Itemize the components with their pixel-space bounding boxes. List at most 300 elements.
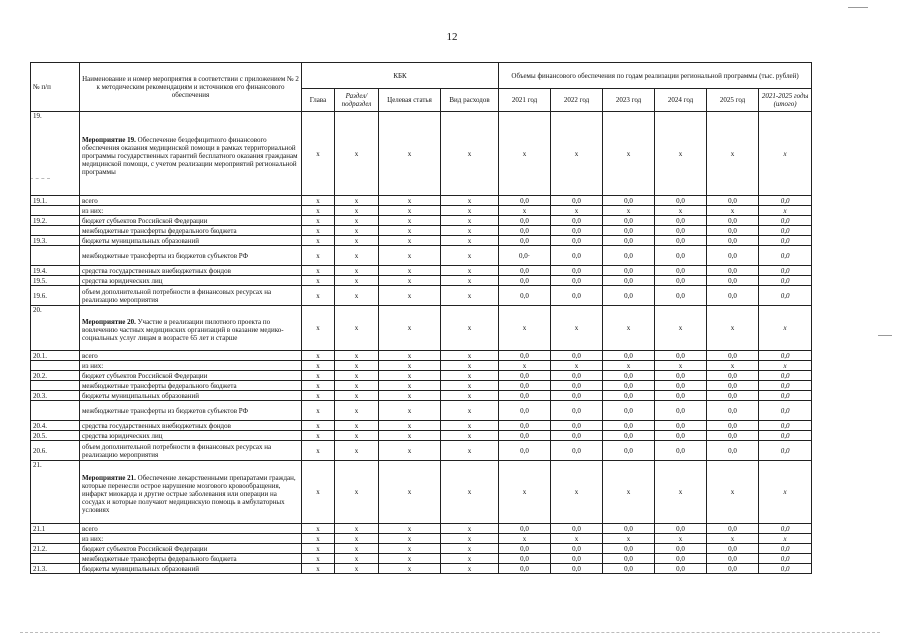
measure-title-text: Обеспечение лекарственными препаратами граждан, которые перенесли острое нарушение мозгового кровообращения, инфаркт миокарда и другие острые заболевания или операции на сосудах и которые получают медицинскую помощь в амбулаторных условиях [82, 474, 296, 514]
total-cell: 0,0 [759, 286, 812, 306]
year-value-cell: х [655, 534, 707, 544]
year-value-cell: 0,0 [551, 544, 603, 554]
year-value-cell: 0,0 [603, 286, 655, 306]
row-number [31, 534, 80, 544]
kbk-cell: х [335, 351, 379, 361]
year-value-cell: 0,0 [551, 421, 603, 431]
kbk-cell: х [379, 534, 441, 544]
row-number: 20.2. [31, 371, 80, 381]
year-value-cell: 0,0 [655, 236, 707, 246]
kbk-cell: х [379, 351, 441, 361]
year-value-cell: х [603, 206, 655, 216]
row-source-name: межбюджетные трансферты федерального бюджета [80, 381, 302, 391]
year-value-cell: 0,0 [499, 266, 551, 276]
year-value-cell: 0,0 [707, 544, 759, 554]
year-value-cell: 0,0 [603, 371, 655, 381]
year-value-cell: 0,0 [499, 371, 551, 381]
year-value-cell: х [655, 112, 707, 196]
year-value-cell: 0,0 [707, 216, 759, 226]
table-row [31, 276, 812, 286]
year-value-cell: 0,0 [707, 391, 759, 401]
kbk-cell: х [335, 276, 379, 286]
kbk-cell: х [335, 286, 379, 306]
year-value-cell: 0,0 [499, 196, 551, 206]
kbk-cell: х [302, 226, 335, 236]
year-value-cell: 0,0 [707, 371, 759, 381]
year-value-cell: х [603, 461, 655, 524]
year-value-cell: 0,0 [499, 421, 551, 431]
year-value-cell: 0,0 [551, 564, 603, 574]
year-value-cell: 0,0 [551, 401, 603, 421]
year-value-cell: 0,0 [499, 216, 551, 226]
header-year: 2023 год [603, 89, 655, 112]
measure-row [31, 306, 812, 351]
year-value-cell: 0,0 [655, 554, 707, 564]
header-volumes: Объемы финансового обеспечения по годам реализации региональной программы (тыс. рублей) [499, 63, 812, 89]
row-number: 21.3. [31, 564, 80, 574]
measure-title [80, 112, 302, 196]
kbk-cell: х [379, 236, 441, 246]
total-cell: 0,0 [759, 226, 812, 236]
kbk-cell: х [441, 564, 499, 574]
kbk-cell: х [379, 286, 441, 306]
kbk-cell: х [302, 401, 335, 421]
header-kbk-col: Вид расходов [441, 89, 499, 112]
row-number: 20.6. [31, 441, 80, 461]
year-value-cell: х [603, 112, 655, 196]
year-value-cell: 0,0 [499, 431, 551, 441]
table-row [31, 554, 812, 564]
year-value-cell: 0,0 [603, 246, 655, 266]
year-value-cell: 0,0 [707, 351, 759, 361]
year-value-cell: 0,0 [603, 391, 655, 401]
year-value-cell: 0,0 [499, 236, 551, 246]
kbk-cell: х [441, 236, 499, 246]
year-value-cell: х [707, 112, 759, 196]
table-row [31, 431, 812, 441]
year-value-cell: 0,0 [603, 351, 655, 361]
header-year: 2021 год [499, 89, 551, 112]
row-number [31, 246, 80, 266]
table-row [31, 236, 812, 246]
total-cell: 0,0 [759, 266, 812, 276]
kbk-cell: х [302, 216, 335, 226]
kbk-cell: х [379, 544, 441, 554]
year-value-cell: х [655, 461, 707, 524]
year-value-cell: 0,0 [707, 564, 759, 574]
kbk-cell: х [441, 441, 499, 461]
year-value-cell: 0,0 [707, 246, 759, 266]
measure-row [31, 112, 812, 196]
year-value-cell: х [707, 306, 759, 351]
table-row [31, 534, 812, 544]
measure-number: 21. [31, 461, 80, 524]
year-value-cell: 0,0 [707, 421, 759, 431]
kbk-cell: х [302, 361, 335, 371]
kbk-cell: х [441, 431, 499, 441]
year-value-cell: 0,0 [499, 544, 551, 554]
kbk-cell: х [302, 236, 335, 246]
kbk-cell: х [302, 381, 335, 391]
year-value-cell: 0,0 [655, 276, 707, 286]
row-source-name: бюджеты муниципальных образований [80, 236, 302, 246]
total-cell: х [759, 361, 812, 371]
kbk-cell: х [379, 391, 441, 401]
row-source-name: бюджеты муниципальных образований [80, 564, 302, 574]
kbk-cell: х [302, 306, 335, 351]
year-value-cell: 0,0 [551, 276, 603, 286]
year-value-cell: 0,0 [499, 554, 551, 564]
total-cell: х [759, 461, 812, 524]
kbk-cell: х [441, 361, 499, 371]
table-row [31, 544, 812, 554]
total-cell: 0,0 [759, 554, 812, 564]
table-row [31, 226, 812, 236]
year-value-cell: 0,0 [603, 236, 655, 246]
kbk-cell: х [441, 206, 499, 216]
kbk-cell: х [302, 112, 335, 196]
row-source-name: средства юридических лиц [80, 431, 302, 441]
measure-title [80, 306, 302, 351]
kbk-cell: х [335, 196, 379, 206]
year-value-cell: 0,0 [499, 226, 551, 236]
table-row [31, 216, 812, 226]
year-value-cell: х [551, 461, 603, 524]
total-cell: 0,0 [759, 236, 812, 246]
table-row [31, 391, 812, 401]
year-value-cell: 0,0 [655, 246, 707, 266]
year-value-cell: 0,0 [551, 286, 603, 306]
kbk-cell: х [441, 381, 499, 391]
kbk-cell: х [441, 112, 499, 196]
row-number: 19.3. [31, 236, 80, 246]
row-number: 20.3. [31, 391, 80, 401]
row-number: 19.6. [31, 286, 80, 306]
kbk-cell: х [335, 206, 379, 216]
year-value-cell: 0,0 [603, 381, 655, 391]
kbk-cell: х [302, 534, 335, 544]
year-value-cell: 0,0 [551, 246, 603, 266]
kbk-cell: х [335, 564, 379, 574]
kbk-cell: х [441, 246, 499, 266]
kbk-cell: х [379, 216, 441, 226]
row-number: 21.2. [31, 544, 80, 554]
row-source-name: бюджеты муниципальных образований [80, 391, 302, 401]
year-value-cell: х [707, 461, 759, 524]
row-number: 20.4. [31, 421, 80, 431]
kbk-cell: х [335, 216, 379, 226]
year-value-cell: х [499, 361, 551, 371]
kbk-cell: х [302, 246, 335, 266]
year-value-cell: 0,0 [707, 276, 759, 286]
kbk-cell: х [441, 421, 499, 431]
kbk-cell: х [302, 461, 335, 524]
row-source-name: средства государственных внебюджетных фондов [80, 266, 302, 276]
table-row [31, 266, 812, 276]
year-value-cell: 0,0 [655, 421, 707, 431]
row-source-name: объем дополнительной потребности в финансовых ресурсах на реализацию мероприятия [80, 441, 302, 461]
kbk-cell: х [302, 441, 335, 461]
kbk-cell: х [379, 564, 441, 574]
kbk-cell: х [335, 361, 379, 371]
kbk-cell: х [335, 431, 379, 441]
kbk-cell: х [335, 266, 379, 276]
kbk-cell: х [335, 226, 379, 236]
total-cell: 0,0 [759, 276, 812, 286]
kbk-cell: х [335, 544, 379, 554]
year-value-cell: 0,0 [603, 441, 655, 461]
row-number: 19.5. [31, 276, 80, 286]
total-cell: 0,0 [759, 246, 812, 266]
kbk-cell: х [379, 361, 441, 371]
year-value-cell: 0,0 [655, 564, 707, 574]
kbk-cell: х [335, 112, 379, 196]
row-source-name: из них: [80, 361, 302, 371]
kbk-cell: х [379, 276, 441, 286]
row-number [31, 554, 80, 564]
year-value-cell: 0,0 [551, 524, 603, 534]
year-value-cell: 0,0 [551, 391, 603, 401]
year-value-cell: 0,0 [499, 286, 551, 306]
total-cell: 0,0 [759, 524, 812, 534]
header-year: 2022 год [551, 89, 603, 112]
year-value-cell: 0,0 [707, 401, 759, 421]
year-value-cell: 0,0 [707, 431, 759, 441]
kbk-cell: х [302, 524, 335, 534]
year-value-cell: 0,0 [655, 524, 707, 534]
total-cell: х [759, 306, 812, 351]
measure-title-label: Мероприятие 21. [82, 474, 136, 482]
kbk-cell: х [441, 461, 499, 524]
kbk-cell: х [441, 544, 499, 554]
total-cell: 0,0 [759, 371, 812, 381]
year-value-cell: 0,0 [603, 276, 655, 286]
row-source-name: бюджет субъектов Российской Федерации [80, 544, 302, 554]
kbk-cell: х [335, 421, 379, 431]
header-kbk-col: Глава [302, 89, 335, 112]
measure-title [80, 461, 302, 524]
measure-title-label: Мероприятие 19. [82, 135, 136, 144]
year-value-cell: 0,0 [551, 266, 603, 276]
kbk-cell: х [379, 554, 441, 564]
kbk-cell: х [441, 524, 499, 534]
kbk-cell: х [379, 246, 441, 266]
table-row [31, 381, 812, 391]
kbk-cell: х [335, 554, 379, 564]
measure-number: 19. [31, 112, 80, 196]
row-number: 19.2. [31, 216, 80, 226]
year-value-cell: 0,0 [551, 196, 603, 206]
year-value-cell: 0,0 [603, 421, 655, 431]
year-value-cell: 0,0 [655, 286, 707, 306]
table-row [31, 564, 812, 574]
year-value-cell: х [707, 534, 759, 544]
year-value-cell: 0,0 [499, 391, 551, 401]
kbk-cell: х [379, 431, 441, 441]
kbk-cell: х [379, 196, 441, 206]
year-value-cell: 0,0 [603, 226, 655, 236]
kbk-cell: х [379, 401, 441, 421]
year-value-cell: х [707, 206, 759, 216]
row-number [31, 226, 80, 236]
table-row [31, 246, 812, 266]
year-value-cell: 0,0 [499, 524, 551, 534]
kbk-cell: х [441, 226, 499, 236]
kbk-cell: х [335, 381, 379, 391]
kbk-cell: х [379, 461, 441, 524]
total-cell: 0,0 [759, 421, 812, 431]
year-value-cell: 0,0 [499, 351, 551, 361]
kbk-cell: х [335, 246, 379, 266]
kbk-cell: х [441, 266, 499, 276]
row-number [31, 206, 80, 216]
table-row [31, 351, 812, 361]
year-value-cell: 0,0 [551, 371, 603, 381]
row-source-name: всего [80, 196, 302, 206]
financing-table [30, 62, 812, 574]
year-value-cell: х [603, 534, 655, 544]
kbk-cell: х [441, 276, 499, 286]
header-year: 2025 год [707, 89, 759, 112]
kbk-cell: х [335, 391, 379, 401]
kbk-cell: х [379, 441, 441, 461]
year-value-cell: 0,0 [655, 441, 707, 461]
year-value-cell: х [655, 361, 707, 371]
measure-title-text: Обеспечение бездефицитного финансового обеспечения оказания медицинской помощи в рамках территориальной программы государственных гарантий бесплатного оказания гражданам медицинской помощи, с учетом реализации мероприятий региональной программы [82, 135, 298, 176]
kbk-cell: х [379, 112, 441, 196]
year-value-cell: 0,0 [551, 431, 603, 441]
row-source-name: межбюджетные трансферты из бюджетов субъектов РФ [80, 401, 302, 421]
measure-title-label: Мероприятие 20. [82, 318, 136, 326]
row-number: 21.1 [31, 524, 80, 534]
table-row [31, 286, 812, 306]
row-source-name: объем дополнительной потребности в финансовых ресурсах на реализацию мероприятия [80, 286, 302, 306]
year-value-cell: 0,0 [707, 441, 759, 461]
total-cell: 0,0 [759, 564, 812, 574]
kbk-cell: х [379, 306, 441, 351]
year-value-cell: 0,0 [707, 236, 759, 246]
year-value-cell: х [499, 206, 551, 216]
year-value-cell: х [551, 534, 603, 544]
table-row [31, 206, 812, 216]
row-source-name: бюджет субъектов Российской Федерации [80, 371, 302, 381]
row-source-name: бюджет субъектов Российской Федерации [80, 216, 302, 226]
kbk-cell: х [302, 421, 335, 431]
year-value-cell: 0,0 [551, 554, 603, 564]
year-value-cell: 0,0 [655, 431, 707, 441]
year-value-cell: х [655, 206, 707, 216]
year-value-cell: 0,0 [499, 441, 551, 461]
scan-artifact-line [848, 7, 868, 8]
kbk-cell: х [302, 391, 335, 401]
year-value-cell: 0,0 [499, 381, 551, 391]
total-cell: 0,0 [759, 441, 812, 461]
year-value-cell: х [551, 112, 603, 196]
year-value-cell: х [499, 461, 551, 524]
year-value-cell: 0,0 [603, 524, 655, 534]
kbk-cell: х [302, 266, 335, 276]
row-number: 20.5. [31, 431, 80, 441]
year-value-cell: 0,0 [655, 544, 707, 554]
total-cell: 0,0 [759, 431, 812, 441]
year-value-cell: 0,0 [707, 381, 759, 391]
kbk-cell: х [441, 371, 499, 381]
year-value-cell: 0,0 [707, 286, 759, 306]
total-cell: х [759, 206, 812, 216]
year-value-cell: 0,0 [499, 276, 551, 286]
row-source-name: средства государственных внебюджетных фондов [80, 421, 302, 431]
year-value-cell: х [603, 361, 655, 371]
total-cell: 0,0 [759, 544, 812, 554]
year-value-cell: 0,0 [603, 266, 655, 276]
table-row [31, 401, 812, 421]
year-value-cell: 0,0 [707, 196, 759, 206]
kbk-cell: х [302, 431, 335, 441]
year-value-cell: х [603, 306, 655, 351]
row-number [31, 381, 80, 391]
year-value-cell: х [655, 306, 707, 351]
year-value-cell: 0,0 [707, 226, 759, 236]
table-row [31, 524, 812, 534]
year-value-cell: х [551, 306, 603, 351]
kbk-cell: х [335, 441, 379, 461]
year-value-cell: 0,0 [551, 236, 603, 246]
total-cell: 0,0 [759, 381, 812, 391]
header-year: 2024 год [655, 89, 707, 112]
year-value-cell: 0,0 [655, 381, 707, 391]
year-value-cell: 0,0 [655, 216, 707, 226]
row-source-name: межбюджетные трансферты из бюджетов субъектов РФ [80, 246, 302, 266]
year-value-cell: х [499, 112, 551, 196]
year-value-cell: 0,0 [499, 564, 551, 574]
kbk-cell: х [441, 534, 499, 544]
scan-artifact-line [20, 632, 880, 633]
year-value-cell: 0,0 [655, 266, 707, 276]
year-value-cell: х [551, 206, 603, 216]
row-number: 20.1. [31, 351, 80, 361]
measure-title-text: Участие в реализации пилотного проекта по вовлечению частных медицинских организаций в оказание медико-социальных услуг лицам в возрасте 65 лет и старше [82, 318, 284, 342]
year-value-cell: 0,0 [603, 564, 655, 574]
kbk-cell: х [441, 351, 499, 361]
kbk-cell: х [335, 524, 379, 534]
kbk-cell: х [335, 236, 379, 246]
kbk-cell: х [335, 534, 379, 544]
kbk-cell: х [335, 306, 379, 351]
kbk-cell: х [302, 286, 335, 306]
table-row [31, 361, 812, 371]
year-value-cell: 0,0 [655, 196, 707, 206]
kbk-cell: х [379, 226, 441, 236]
kbk-cell: х [302, 351, 335, 361]
year-value-cell: 0,0 [603, 544, 655, 554]
header-name: Наименование и номер мероприятия в соответствии с приложением № 2 к методическим рекомендациям и источников его финансового обеспечения [80, 63, 302, 112]
measure-row [31, 461, 812, 524]
kbk-cell: х [302, 206, 335, 216]
total-cell: х [759, 112, 812, 196]
year-value-cell: 0,0 [655, 371, 707, 381]
header-kbk-col: Целевая статья [379, 89, 441, 112]
kbk-cell: х [335, 461, 379, 524]
table-row [31, 421, 812, 431]
row-number [31, 401, 80, 421]
kbk-cell: х [379, 371, 441, 381]
kbk-cell: х [379, 381, 441, 391]
year-value-cell: х [499, 534, 551, 544]
kbk-cell: х [441, 306, 499, 351]
year-value-cell: 0,0 [603, 554, 655, 564]
year-value-cell: 0,0 [551, 441, 603, 461]
year-value-cell: 0,0 [551, 351, 603, 361]
